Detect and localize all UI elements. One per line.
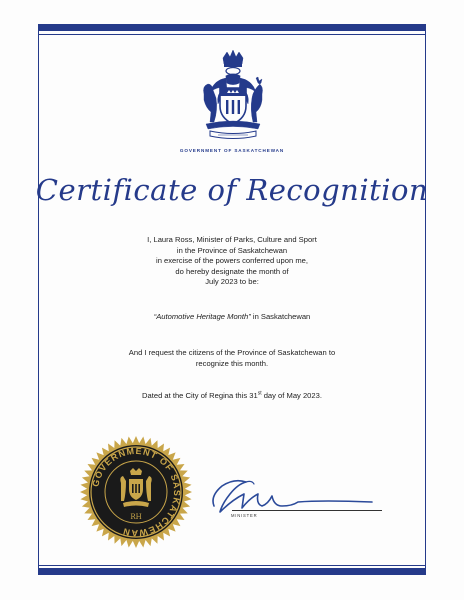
minister-label: MINISTER: [231, 513, 258, 518]
request-line: And I request the citizens of the Province of Saskatchewan to: [128, 348, 336, 357]
dated-suffix: day of May 2023.: [261, 391, 322, 400]
certificate-title: Certificate of Recognition: [35, 173, 429, 207]
top-border-band: [38, 24, 426, 31]
request-line: recognize this month.: [195, 358, 269, 368]
dated-prefix: Dated at the City of Regina this 31: [142, 391, 258, 400]
government-seal-icon: [79, 435, 193, 549]
dated-text: [60, 391, 404, 402]
designation-text: [60, 312, 404, 323]
seal-bottom-text: RH: [130, 513, 142, 521]
bottom-border-line: [38, 565, 426, 566]
dated-ordinal: st: [257, 390, 262, 397]
declaration-line: in exercise of the powers conferred upon me,: [156, 256, 308, 266]
designation-name: “Automotive Heritage Month”: [153, 312, 251, 321]
declaration-line: do hereby designate the month of: [175, 266, 289, 276]
declaration-line: I, Laura Ross, Minister of Parks, Culture and Sport: [147, 235, 317, 244]
top-border-line: [38, 34, 426, 35]
declaration-text: [60, 235, 404, 288]
bottom-border-band: [38, 568, 426, 575]
government-label: GOVERNMENT OF SASKATCHEWAN: [179, 148, 285, 153]
declaration-line: in the Province of Saskatchewan: [176, 245, 288, 255]
signature-line: [232, 510, 382, 511]
declaration-line: July 2023 to be:: [205, 277, 259, 287]
designation-suffix: in Saskatchewan: [250, 312, 311, 321]
seal-ring-text: GOVERNMENT OF SASKATCHEWAN: [90, 445, 183, 539]
left-border-line: [38, 24, 39, 575]
minister-signature: [202, 472, 382, 522]
request-text: [60, 348, 404, 369]
saskatchewan-coat-of-arms-icon: [196, 50, 270, 142]
right-border-line: [425, 24, 426, 575]
